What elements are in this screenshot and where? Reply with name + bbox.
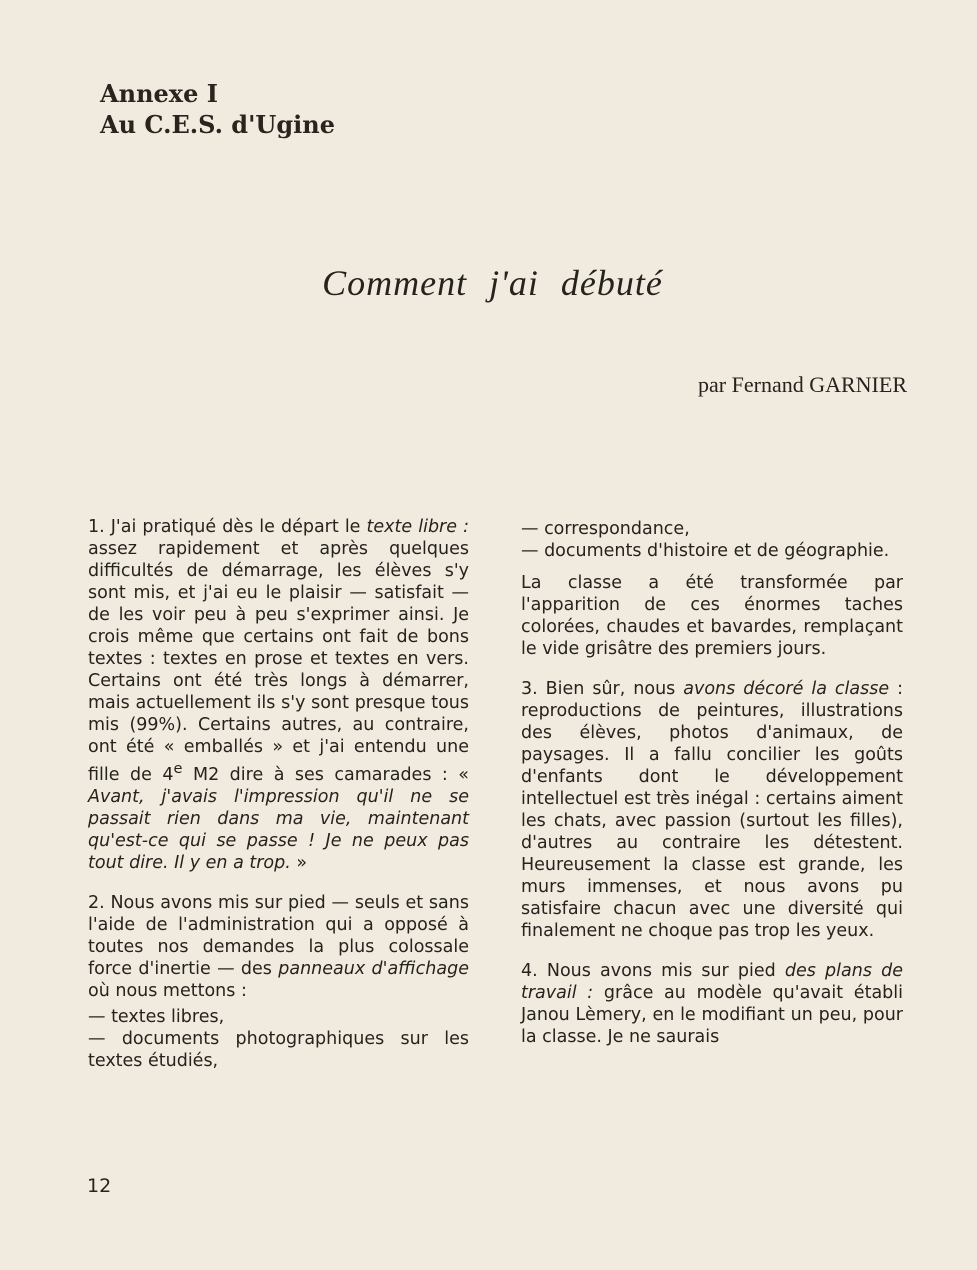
text-run: grâce au modèle qu'avait établi Janou Lèmery, en le modifiant un peu, pour la classe. Je ne saurais bbox=[521, 983, 903, 1047]
paragraph-4 bbox=[521, 960, 903, 1048]
text-run: 2. Nous avons mis sur pied — seuls et sans l'aide de l'administration qui a opposé à toutes nos demandes la plus colossale force d'inertie — des bbox=[88, 892, 469, 979]
text-run: où nous mettons : bbox=[88, 980, 247, 1001]
list-item: — correspondance, bbox=[521, 519, 690, 539]
text-run: 3. Bien sûr, nous bbox=[521, 679, 684, 699]
article-title bbox=[0, 262, 977, 304]
page-number: 12 bbox=[87, 1175, 112, 1197]
title-word: j'ai bbox=[489, 263, 539, 303]
list-item: — textes libres, bbox=[88, 1006, 225, 1027]
text-run-italic: texte libre : bbox=[366, 517, 469, 537]
annex-label: Annexe I bbox=[100, 79, 218, 108]
text-run-italic: panneaux d'affichage bbox=[278, 958, 469, 979]
author-byline: par Fernand GARNIER bbox=[698, 372, 907, 397]
text-run-italic: avons décoré la classe bbox=[683, 679, 890, 699]
text-column-left bbox=[88, 516, 469, 1072]
text-column-right bbox=[521, 518, 903, 1048]
annex-heading bbox=[100, 78, 335, 140]
title-word: Comment bbox=[322, 263, 468, 303]
text-run-italic: des plans de travail : bbox=[521, 961, 903, 1003]
text-run: » bbox=[290, 852, 308, 873]
paragraph-2-end: La classe a été transformée par l'apparition de ces énormes taches colorées, chaudes et bavardes, remplaçant le vide grisâtre des premiers jours. bbox=[521, 573, 903, 659]
text-run: 1. J'ai pratiqué dès le départ le bbox=[88, 517, 367, 537]
superscript: e bbox=[173, 760, 183, 777]
paragraph-3 bbox=[521, 678, 903, 942]
title-word: débuté bbox=[560, 263, 663, 303]
text-run: : reproductions de peintures, illustrations des élèves, photos d'animaux, de paysages. Il a fallu concilier les goûts d'enfants dont le développement intellectuel est très inégal : certains aiment les chats, avec passion (surtout les filles), d'autres au contraire les détestent. Heureusement la classe est grande, les murs immenses, et nous avons pu satisfaire chacun avec une diversité qui finalement ne choque pas trop les yeux. bbox=[521, 679, 903, 941]
list-item: — documents d'histoire et de géographie. bbox=[521, 541, 890, 561]
text-run: 4. Nous avons mis sur pied bbox=[521, 961, 785, 981]
paragraph-2 bbox=[88, 892, 469, 1002]
text-run: M2 dire à ses camarades : « bbox=[182, 764, 470, 785]
text-run: assez rapidement et après quelques difficultés de démarrage, les élèves s'y sont mis, et j'ai eu le plaisir — satisfait — de les voir peu à peu s'exprimer ainsi. Je crois même que certains ont fait de bons textes : textes en prose et textes en vers. Certains ont été très longs à démarrer, mais actuellement ils s'y sont presque tous mis (99%). Certains autres, au contraire, ont été « emballés » et j'ai entendu une fille de 4 bbox=[88, 539, 469, 785]
text-run-italic: Avant, j'avais l'impression qu'il ne se passait rien dans ma vie, maintenant qu'est-ce qui se passe ! Je ne peux pas tout dire. Il y en a trop. bbox=[88, 786, 469, 873]
paragraph-1 bbox=[88, 516, 469, 874]
list-item: — documents photographiques sur les textes étudiés, bbox=[88, 1028, 469, 1071]
school-label: Au C.E.S. d'Ugine bbox=[100, 110, 335, 139]
